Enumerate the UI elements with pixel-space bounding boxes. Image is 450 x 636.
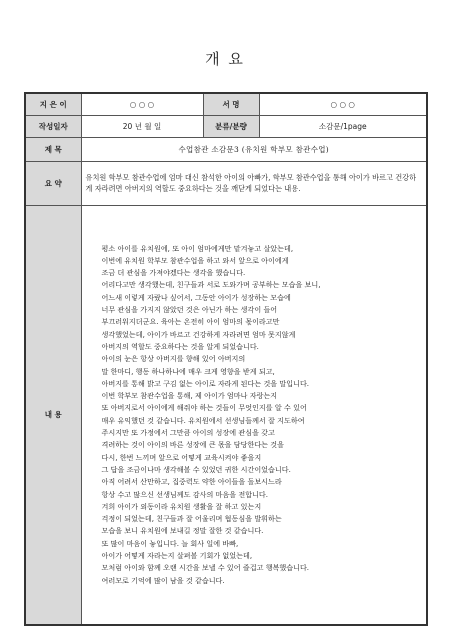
- date-label: 작성일자: [25, 115, 81, 137]
- author-value: ○ ○ ○: [81, 93, 203, 115]
- content-line: 아직 어려서 산만하고, 집중력도 약한 아이들을 돌보시느라: [101, 477, 282, 487]
- date-value: 20 년 월 일: [81, 115, 203, 137]
- content-text: [81, 205, 427, 625]
- category-label: 분류/분량: [203, 115, 259, 137]
- summary-row: [25, 161, 427, 205]
- summary-paragraph: 유치원 학부모 참관수업에 엄마 대신 참석한 아이의 아빠가, 학부모 참관수업을 통해 아이가 바르고 건강하게 자라려면 아버지의 역할도 중요하다는 것을 깨닫게 되었다는 내용.: [85, 172, 417, 193]
- content-line: 항상 수고 많으신 선생님께도 감사의 마음을 전합니다.: [101, 489, 269, 499]
- content-line: 어느새 이렇게 자랐나 싶어서, 그동안 아이가 성장하는 모습에: [101, 292, 291, 302]
- content-line: 격려하는 것이 아이의 바른 성장에 큰 몫을 담당한다는 것을: [101, 440, 284, 450]
- content-line: 여러모로 기억에 많이 남을 것 같습니다.: [101, 575, 225, 585]
- summary-text: [81, 161, 427, 205]
- content-line: 말 한마디, 행동 하나하나에 매우 크게 영향을 받게 되고,: [101, 366, 275, 376]
- content-line: 아이의 눈은 항상 아버지를 향해 있어 아버지의: [101, 354, 246, 364]
- date-row: [25, 115, 427, 137]
- content-line: 아버지를 통해 밝고 구김 없는 아이로 자라게 된다는 것을 말입니다.: [101, 378, 310, 388]
- content-line: 다시, 한번 느끼며 앞으로 어떻게 교육시켜야 좋을지: [101, 452, 262, 462]
- content-body: [82, 243, 427, 587]
- summary-label: 요 약: [25, 161, 81, 205]
- category-value: 소감문/1page: [259, 115, 427, 137]
- content-line: 아버지의 역할도 중요하다는 것을 알게 되었습니다.: [101, 341, 259, 351]
- content-line: 주시지만 또 가정에서 그만큼 아이의 성장에 관심을 갖고: [101, 428, 275, 438]
- content-line: 이번 학부모 참관수업을 통해, 제 아이가 엄마나 자랑는지: [101, 391, 278, 401]
- title-row: [25, 137, 427, 161]
- content-line: 매우 유익했던 것 같습니다. 유치원에서 선생님들께서 잘 지도하여: [101, 415, 305, 425]
- content-line: 모처럼 아이와 함께 오랜 시간을 보낼 수 있어 즐겁고 행복했습니다.: [101, 563, 310, 573]
- content-line: 이번에 유치원 학부모 참관수업을 하고 와서 앞으로 아이에게: [101, 255, 289, 265]
- content-label: 내 용: [25, 205, 81, 625]
- content-line: 조금 더 관심을 가져야겠다는 생각을 했습니다.: [101, 268, 246, 278]
- content-line: 너무 관심을 가지지 않았던 것은 아닌가 하는 생각이 들어: [101, 305, 278, 315]
- content-line: 평소 아이를 유치원에, 또 아이 엄마에게만 맡겨놓고 살았는데,: [101, 243, 294, 253]
- content-row: [25, 205, 427, 625]
- institution-label: 서 명: [203, 93, 259, 115]
- content-line: 또 아버지로서 아이에게 해줘야 하는 것들이 무엇인지를 알 수 있어: [101, 403, 307, 413]
- content-line: 부끄러워지더군요. 육아는 온전히 아이 엄마의 몫이라고만: [101, 317, 280, 327]
- author-row: [25, 93, 427, 115]
- content-line: 걱정이 되었는데, 친구들과 잘 어울리며 협동심을 발휘하는: [101, 514, 282, 524]
- content-line: 어리다고만 생각했는데, 친구들과 서로 도와가며 공부하는 모습을 보니,: [101, 280, 321, 290]
- title-value: 수업참관 소감문3 (유치원 학부모 참관수업): [81, 137, 427, 161]
- institution-value: ○ ○ ○: [259, 93, 427, 115]
- content-line: 그 답을 조금이나마 생각해볼 수 있었던 귀한 시간이었습니다.: [101, 464, 291, 474]
- title-label: 제 목: [25, 137, 81, 161]
- content-line: 생각했었는데, 아이가 바르고 건강하게 자라려면 엄마 못지않게: [101, 329, 296, 339]
- page-title: 개 요: [205, 50, 245, 68]
- content-line: 또 많이 마음이 놓입니다. 늘 회사 일에 바빠,: [101, 538, 239, 548]
- content-line: 겨희 아이가 외동이라 유치원 생활을 잘 하고 있는지: [101, 501, 262, 511]
- overview-form: [24, 92, 428, 626]
- author-label: 지 은 이: [25, 93, 81, 115]
- content-line: 모습을 보니 유치원에 보내길 정말 잘한 것 같습니다.: [101, 526, 264, 536]
- content-line: 아이가 어떻게 자라는지 살펴볼 기회가 없었는데,: [101, 551, 253, 561]
